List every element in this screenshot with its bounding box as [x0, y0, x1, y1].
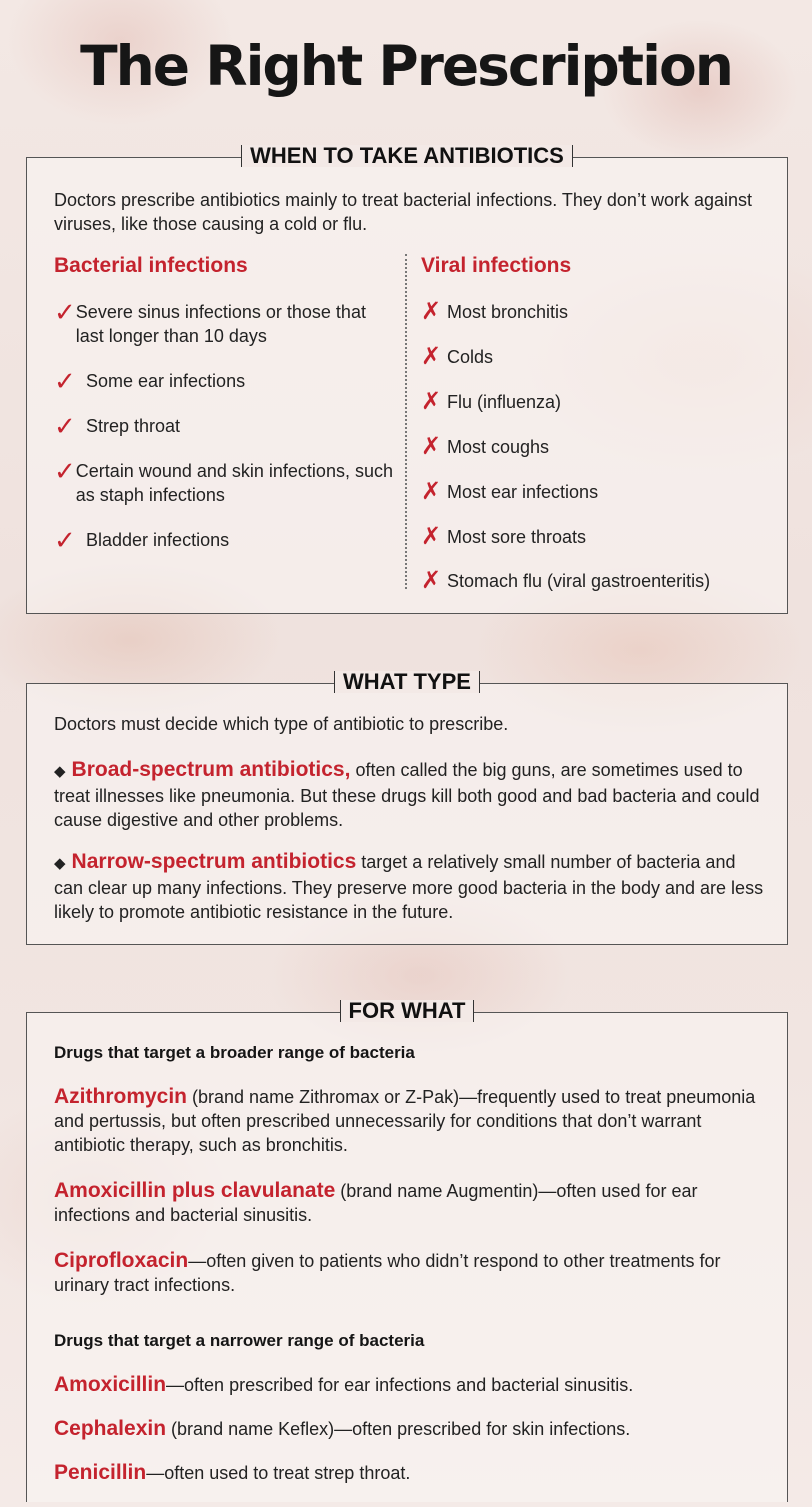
viral-item-text: Most sore throats: [447, 527, 587, 547]
drug-entry: [54, 1461, 769, 1485]
bacterial-item: [54, 297, 374, 348]
narrow-spectrum-paragraph: [54, 850, 769, 924]
viral-item: [421, 480, 781, 504]
column-divider: [405, 254, 407, 589]
page-title: The Right Prescription: [80, 34, 732, 98]
cross-icon: ✗: [421, 433, 442, 460]
viral-item: [421, 435, 781, 459]
bacterial-item-text: Bladder infections: [86, 530, 230, 550]
viral-item: [421, 300, 781, 324]
broad-spectrum-paragraph: [54, 758, 769, 832]
drug-entry: [54, 1179, 769, 1227]
narrow-spectrum-term: Narrow-spectrum antibiotics: [71, 850, 357, 873]
bacterial-item: [54, 525, 384, 555]
drug-description: —often prescribed for ear infections and bacterial sinusitis.: [166, 1375, 634, 1395]
broad-spectrum-text: often called the big guns, are sometimes used to treat illnesses like pneumonia. But these drugs kill both good and bad bacteria and could cause digestive and other problems.: [54, 760, 760, 830]
bacterial-item: [54, 366, 384, 396]
viral-item: [421, 569, 786, 593]
drug-entry: [54, 1085, 769, 1157]
cross-icon: ✗: [421, 298, 442, 325]
narrow-spectrum-text: target a relatively small number of bacteria and can clear up many infections. They preserve more good bacteria in the body and are less likely to promote antibiotic resistance in the future.: [54, 852, 764, 922]
for-what-panel: [26, 998, 788, 1502]
viral-item-text: Most ear infections: [447, 482, 599, 502]
checkmark-icon: ✓: [54, 525, 76, 555]
viral-title: Viral infections: [421, 254, 572, 277]
viral-item: [421, 525, 781, 549]
section-heading-wrapper: [27, 1000, 787, 1022]
viral-item-text: Flu (influenza): [447, 392, 562, 412]
viral-item-text: Colds: [447, 347, 494, 367]
section-heading: FOR WHAT: [340, 1000, 475, 1022]
bacterial-item-text: Strep throat: [86, 416, 181, 436]
bacterial-item: [54, 411, 384, 441]
section-heading-wrapper: [27, 145, 787, 167]
viral-item-text: Stomach flu (viral gastroenteritis): [447, 571, 711, 591]
drug-name: Amoxicillin: [54, 1373, 167, 1396]
drug-description: —often used to treat strep throat.: [146, 1463, 411, 1483]
bacterial-item: [54, 456, 394, 507]
what-type-panel: [26, 669, 788, 945]
drug-name: Ciprofloxacin: [54, 1249, 189, 1272]
narrower-range-title: Drugs that target a narrower range of bacteria: [54, 1331, 425, 1350]
section-heading: WHEN TO TAKE ANTIBIOTICS: [241, 145, 573, 167]
bacterial-item-text: Some ear infections: [86, 371, 246, 391]
drug-entry: [54, 1373, 769, 1397]
checkmark-icon: ✓: [54, 411, 76, 441]
checkmark-icon: ✓: [54, 456, 76, 486]
bacterial-item-text: Severe sinus infections or those that last longer than 10 days: [75, 302, 366, 346]
diamond-bullet-icon: ◆: [54, 855, 66, 872]
drug-description: (brand name Zithromax or Z-Pak)—frequently used to treat pneumonia and pertussis, but often prescribed unnecessarily for conditions that don’t warrant antibiotic therapy, such as bronchitis.: [54, 1087, 756, 1155]
when-to-take-panel: [26, 143, 788, 614]
section-heading-wrapper: [27, 671, 787, 693]
viral-item-text: Most coughs: [447, 437, 550, 457]
bacterial-item-text: Certain wound and skin infections, such as staph infections: [75, 461, 393, 505]
bacterial-title: Bacterial infections: [54, 254, 248, 277]
cross-icon: ✗: [421, 567, 442, 594]
broader-range-title: Drugs that target a broader range of bacteria: [54, 1043, 415, 1062]
drug-description: (brand name Augmentin)—often used for ear infections and bacterial sinusitis.: [54, 1181, 698, 1225]
drug-description: —often given to patients who didn’t respond to other treatments for urinary tract infections.: [54, 1251, 721, 1295]
cross-icon: ✗: [421, 478, 442, 505]
cross-icon: ✗: [421, 343, 442, 370]
intro-text: Doctors must decide which type of antibiotic to prescribe.: [54, 714, 509, 734]
cross-icon: ✗: [421, 388, 442, 415]
drug-name: Cephalexin: [54, 1417, 167, 1440]
section-heading: WHAT TYPE: [334, 671, 480, 693]
viral-item: [421, 345, 781, 369]
drug-name: Azithromycin: [54, 1085, 188, 1108]
checkmark-icon: ✓: [54, 297, 76, 327]
drug-name: Penicillin: [54, 1461, 147, 1484]
drug-entry: [54, 1249, 769, 1297]
cross-icon: ✗: [421, 523, 442, 550]
drug-entry: [54, 1417, 769, 1441]
drug-description: (brand name Keflex)—often prescribed for skin infections.: [166, 1419, 631, 1439]
diamond-bullet-icon: ◆: [54, 763, 66, 780]
checkmark-icon: ✓: [54, 366, 76, 396]
broad-spectrum-term: Broad-spectrum antibiotics,: [71, 758, 351, 781]
drug-name: Amoxicillin plus clavulanate: [54, 1179, 336, 1202]
intro-text: Doctors prescribe antibiotics mainly to treat bacterial infections. They don’t work against viruses, like those causing a cold or flu.: [54, 190, 752, 234]
viral-item: [421, 390, 781, 414]
viral-item-text: Most bronchitis: [447, 302, 569, 322]
